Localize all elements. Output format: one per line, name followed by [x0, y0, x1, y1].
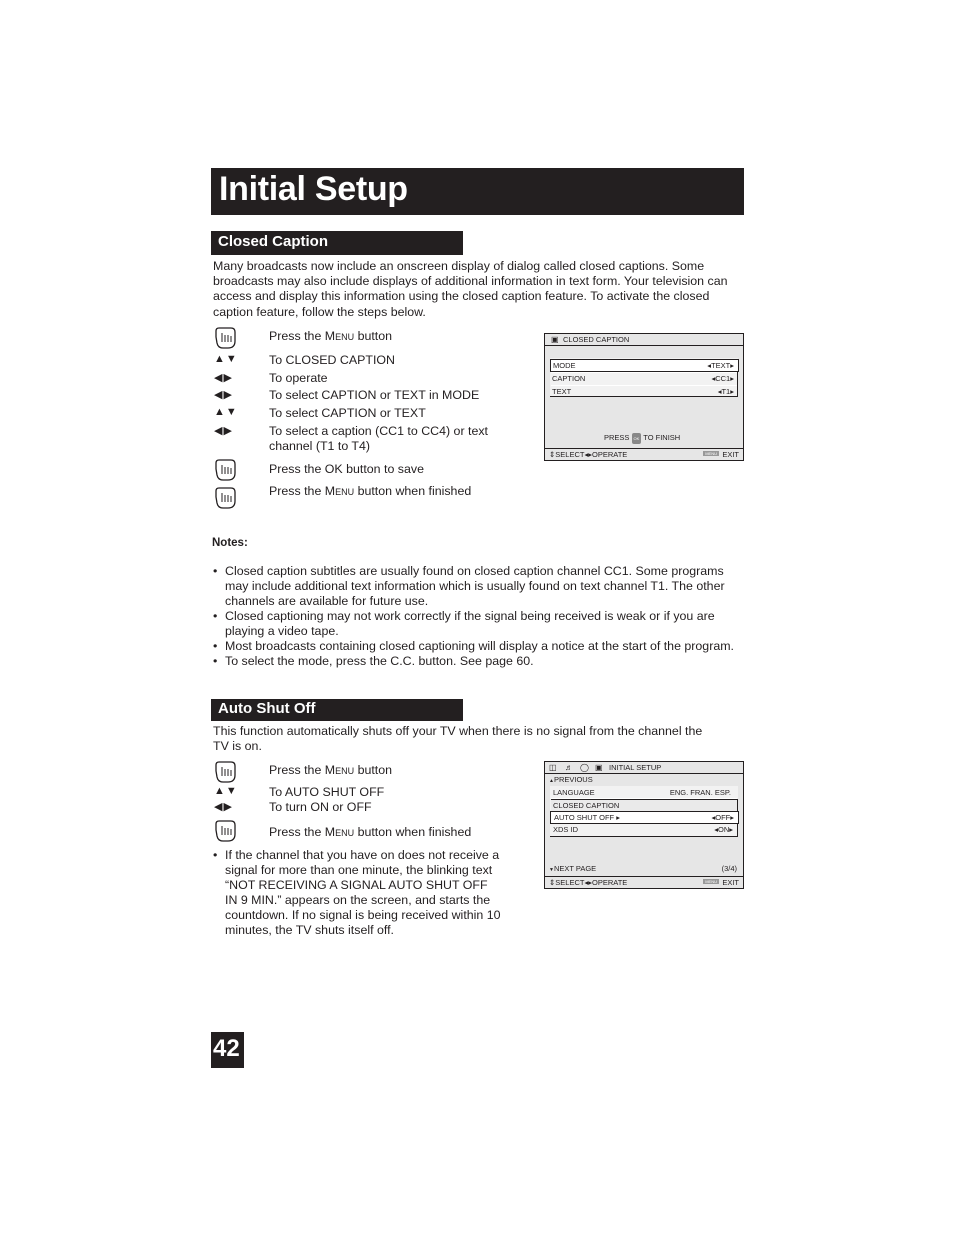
- aso-step-1: Press the Menu button: [269, 763, 393, 777]
- timer-icon: ◯: [580, 763, 589, 772]
- note-item: • Closed captioning may not work correctly if the signal being received is weak or if you are playing a video tape.: [213, 609, 715, 638]
- auto-shut-off-intro: This function automatically shuts off your TV when there is no signal from the channel the TV is on.: [213, 724, 703, 754]
- osd-header: [545, 334, 743, 346]
- hand-button-icon: [213, 327, 237, 349]
- osd-cursor-line: [737, 824, 738, 836]
- menu-icon: MENU: [705, 879, 717, 884]
- osd-title: CLOSED CAPTION: [563, 335, 630, 344]
- osd-previous: ▲PREVIOUS: [549, 775, 593, 784]
- hand-button-icon: [213, 487, 237, 509]
- cc-step-2: To CLOSED CAPTION: [269, 353, 395, 367]
- up-arrow-icon: ▲: [549, 778, 554, 784]
- closed-caption-heading: Closed Caption: [218, 233, 329, 250]
- down-arrow-icon: ▼: [549, 867, 554, 873]
- up-down-arrows-icon: ▲▼: [214, 785, 238, 797]
- intro-line: broadcasts may also include displays of additional information in text form. Your television can: [213, 274, 728, 289]
- picture-icon: ◫: [549, 763, 557, 772]
- osd-footer: ⇕SELECT◂▸OPERATE MENU EXIT: [545, 448, 743, 460]
- lock-icon: ▣: [595, 763, 603, 772]
- osd-title: INITIAL SETUP: [609, 763, 662, 772]
- closed-caption-heading-bar: [211, 231, 463, 255]
- osd-header: [545, 762, 743, 774]
- osd-row: CLOSED CAPTION: [551, 799, 738, 812]
- closed-caption-intro: [213, 259, 753, 320]
- osd-press-finish: PRESS OK TO FINISH: [604, 433, 681, 442]
- auto-shut-off-heading-bar: [211, 699, 463, 721]
- osd-row: XDS ID ◂ON▸: [553, 825, 733, 834]
- osd-footer: ⇕SELECT◂▸OPERATE MENU EXIT: [545, 876, 743, 888]
- left-right-arrows-icon: ◀▶: [214, 372, 233, 384]
- osd-divider: [550, 836, 738, 837]
- osd-row: LANGUAGE ENG. FRAN. ESP.: [551, 787, 737, 799]
- osd-divider: [550, 396, 738, 397]
- initial-setup-osd: [544, 761, 744, 889]
- left-right-arrows-icon: ◀▶: [214, 389, 233, 401]
- osd-row: MODE ◂TEXT▸: [550, 359, 739, 372]
- hand-button-icon: [213, 820, 237, 842]
- aso-step-4: Press the Menu button when finished: [269, 825, 472, 839]
- left-right-arrows-icon: ◀▶: [214, 801, 233, 813]
- intro-line: access and display this information using the closed caption feature. To activate the closed: [213, 289, 710, 304]
- osd-row: TEXT ◂T1▸: [551, 385, 738, 397]
- hand-button-icon: [213, 761, 237, 783]
- up-down-arrows-icon: ▲▼: [214, 406, 238, 418]
- cc-step-6: To select a caption (CC1 to CC4) or text channel (T1 to T4): [269, 424, 488, 453]
- lock-icon: ▣: [551, 335, 559, 344]
- intro-line: Many broadcasts now include an onscreen display of dialog called closed captions. Some: [213, 259, 705, 273]
- page-number: 42: [213, 1035, 240, 1062]
- closed-caption-osd: [544, 333, 744, 461]
- hand-button-icon: [213, 459, 237, 481]
- notes-heading: Notes:: [212, 537, 248, 549]
- osd-row: CAPTION ◂CC1▸: [551, 372, 738, 384]
- cc-step-7: Press the OK button to save: [269, 462, 424, 476]
- cc-step-3: To operate: [269, 371, 328, 385]
- sound-icon: ♬: [565, 763, 573, 772]
- aso-step-3: To turn ON or OFF: [269, 800, 372, 814]
- cc-step-8: Press the Menu button when finished: [269, 484, 472, 498]
- cc-step-4: To select CAPTION or TEXT in MODE: [269, 388, 480, 402]
- up-down-arrows-icon: ▲▼: [214, 353, 238, 365]
- auto-shut-off-heading: Auto Shut Off: [218, 700, 316, 717]
- note-item: • Most broadcasts containing closed captioning will display a notice at the start of the program.: [213, 639, 734, 653]
- page-title-bar: [211, 168, 744, 215]
- page-title: Initial Setup: [219, 170, 408, 208]
- page-number-box: [211, 1032, 244, 1068]
- left-right-arrows-icon: ◀▶: [214, 425, 233, 437]
- cc-step-5: To select CAPTION or TEXT: [269, 406, 426, 420]
- note-item: • Closed caption subtitles are usually found on closed caption channel CC1. Some programs may include additional text information which is usually found on text channel T1. The other channels are available for future use.: [213, 564, 725, 608]
- osd-page-indicator: (3/4): [721, 864, 737, 873]
- ok-icon: OK: [632, 433, 642, 444]
- auto-shut-off-bullet: • If the channel that you have on does not receive a signal for more than one minute, the blinking text “NOT RECEIVING A SIGNAL AUTO SHUT OFF IN 9 MIN.” appears on the screen, and starts the countdown. If no signal is being received within 10 minutes, the TV shuts itself off.: [213, 848, 501, 937]
- osd-row: AUTO SHUT OFF ▸ ◂OFF▸: [550, 811, 739, 824]
- cc-step-1: Press the Menu button: [269, 329, 393, 343]
- note-item: • To select the mode, press the C.C. button. See page 60.: [213, 654, 534, 668]
- menu-icon: MENU: [705, 451, 717, 456]
- osd-cursor-line: [737, 372, 738, 396]
- osd-next-page: ▼NEXT PAGE: [549, 864, 597, 873]
- aso-step-2: To AUTO SHUT OFF: [269, 785, 385, 799]
- intro-line: caption feature, follow the steps below.: [213, 304, 426, 319]
